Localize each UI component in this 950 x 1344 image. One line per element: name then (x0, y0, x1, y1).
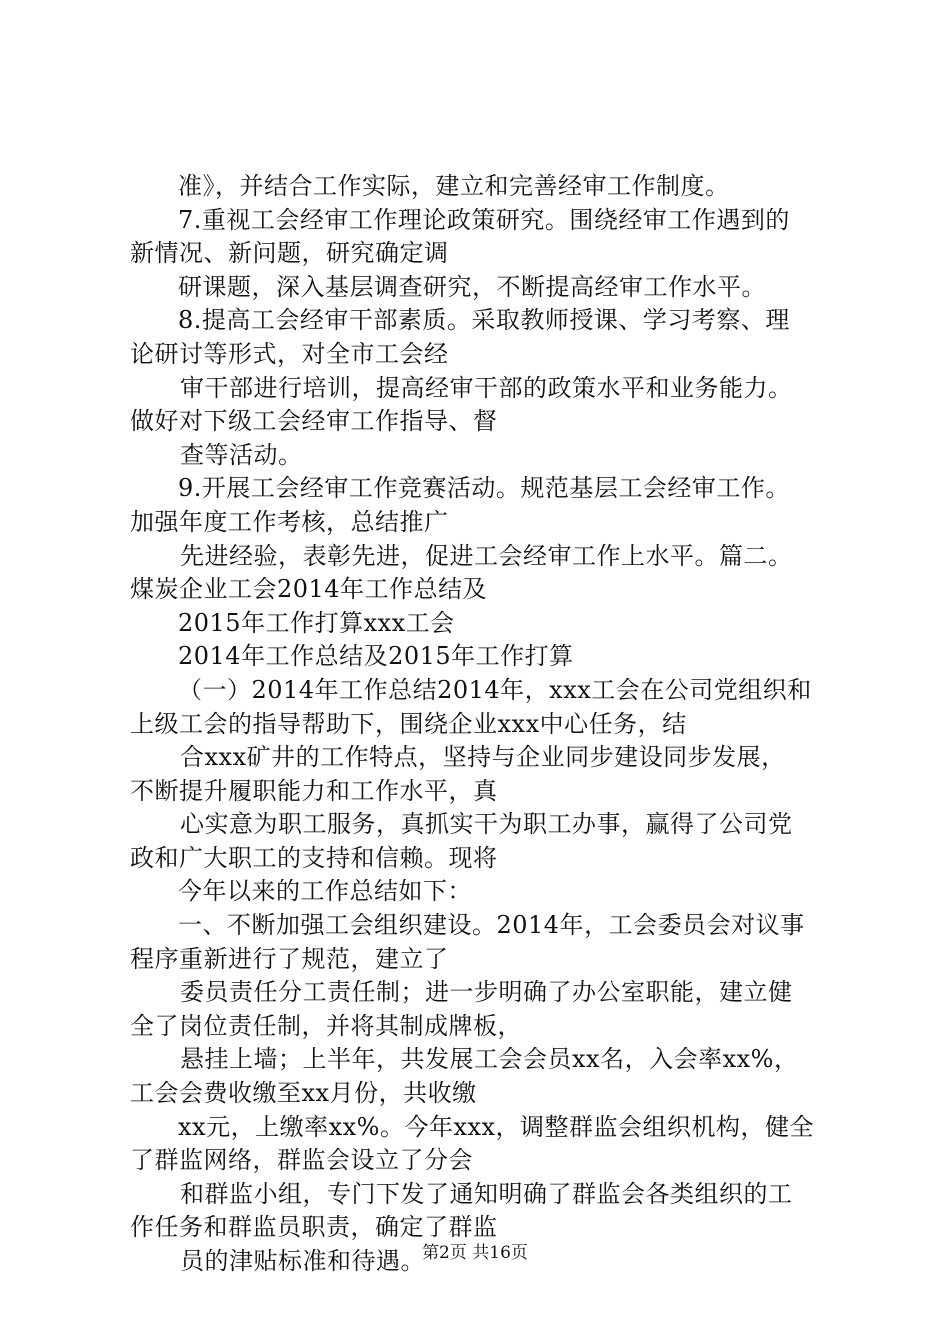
text-line: 一、不断加强工会组织建设。2014年，工会委员会对议事 (178, 911, 805, 940)
text-line: 论研讨等形式，对全市工会经 (130, 339, 449, 368)
text-line: 程序重新进行了规范，建立了 (130, 944, 449, 973)
text-line: 工会会费收缴至xx月份，共收缴 (130, 1079, 477, 1108)
text-line: 新情况、新问题，研究确定调 (130, 239, 449, 268)
text-line: 7.重视工会经审工作理论政策研究。围绕经审工作遇到的 (178, 205, 790, 234)
text-line: xx元，上缴率xx%。今年xxx，调整群监会组织机构，健全 (178, 1112, 815, 1141)
body-text (130, 170, 836, 1279)
text-line: 全了岗位责任制，并将其制成牌板， (130, 1011, 522, 1040)
text-line: 政和广大职工的支持和信赖。现将 (130, 843, 498, 872)
text-line: 心实意为职工服务，真抓实干为职工办事，赢得了公司党 (180, 810, 793, 839)
text-line: 合xxx矿井的工作特点，坚持与企业同步建设同步发展， (180, 743, 786, 772)
text-line: 研课题，深入基层调查研究，不断提高经审工作水平。 (178, 272, 766, 301)
text-line: 和群监小组，专门下发了通知明确了群监会各类组织的工 (180, 1179, 793, 1208)
text-line: 9.开展工会经审工作竞赛活动。规范基层工会经审工作。 (178, 474, 790, 503)
text-line: 不断提升履职能力和工作水平，真 (130, 776, 498, 805)
text-line: 先进经验，表彰先进，促进工会经审工作上水平。篇二。 (180, 541, 793, 570)
text-line: 悬挂上墙；上半年，共发展工会会员xx名，入会率xx%， (180, 1045, 799, 1074)
text-line: 准》，并结合工作实际，建立和完善经审工作制度。 (178, 172, 730, 200)
text-line: 查等活动。 (180, 440, 303, 469)
text-line: 委员责任分工责任制；进一步明确了办公室职能，建立健 (180, 978, 793, 1007)
text-line: 今年以来的工作总结如下： (178, 877, 472, 906)
text-line: 2015年工作打算xxx工会 (178, 608, 455, 637)
text-line: 8.提高工会经审干部素质。采取教师授课、学习考察、理 (178, 306, 790, 335)
text-line: 做好对下级工会经审工作指导、督 (130, 407, 498, 436)
text-line: 2014年工作总结及2015年工作打算 (178, 642, 574, 671)
text-line: 加强年度工作考核，总结推广 (130, 507, 449, 536)
text-line: 员的津贴标准和待遇。 (180, 1247, 425, 1275)
text-line: 煤炭企业工会2014年工作总结及 (130, 575, 488, 604)
text-line: 作任务和群监员职责，确定了群监 (130, 1213, 498, 1242)
text-line: （一）2014年工作总结2014年，xxx工会在公司党组织和 (178, 675, 812, 704)
text-line: 了群监网络，群监会设立了分会 (130, 1146, 473, 1175)
text-line: 上级工会的指导帮助下，围绕企业xxx中心任务，结 (130, 709, 687, 738)
text-line: 审干部进行培训，提高经审干部的政策水平和业务能力。 (180, 373, 793, 402)
page-number-footer: 第2页 共16页 (422, 1243, 528, 1263)
